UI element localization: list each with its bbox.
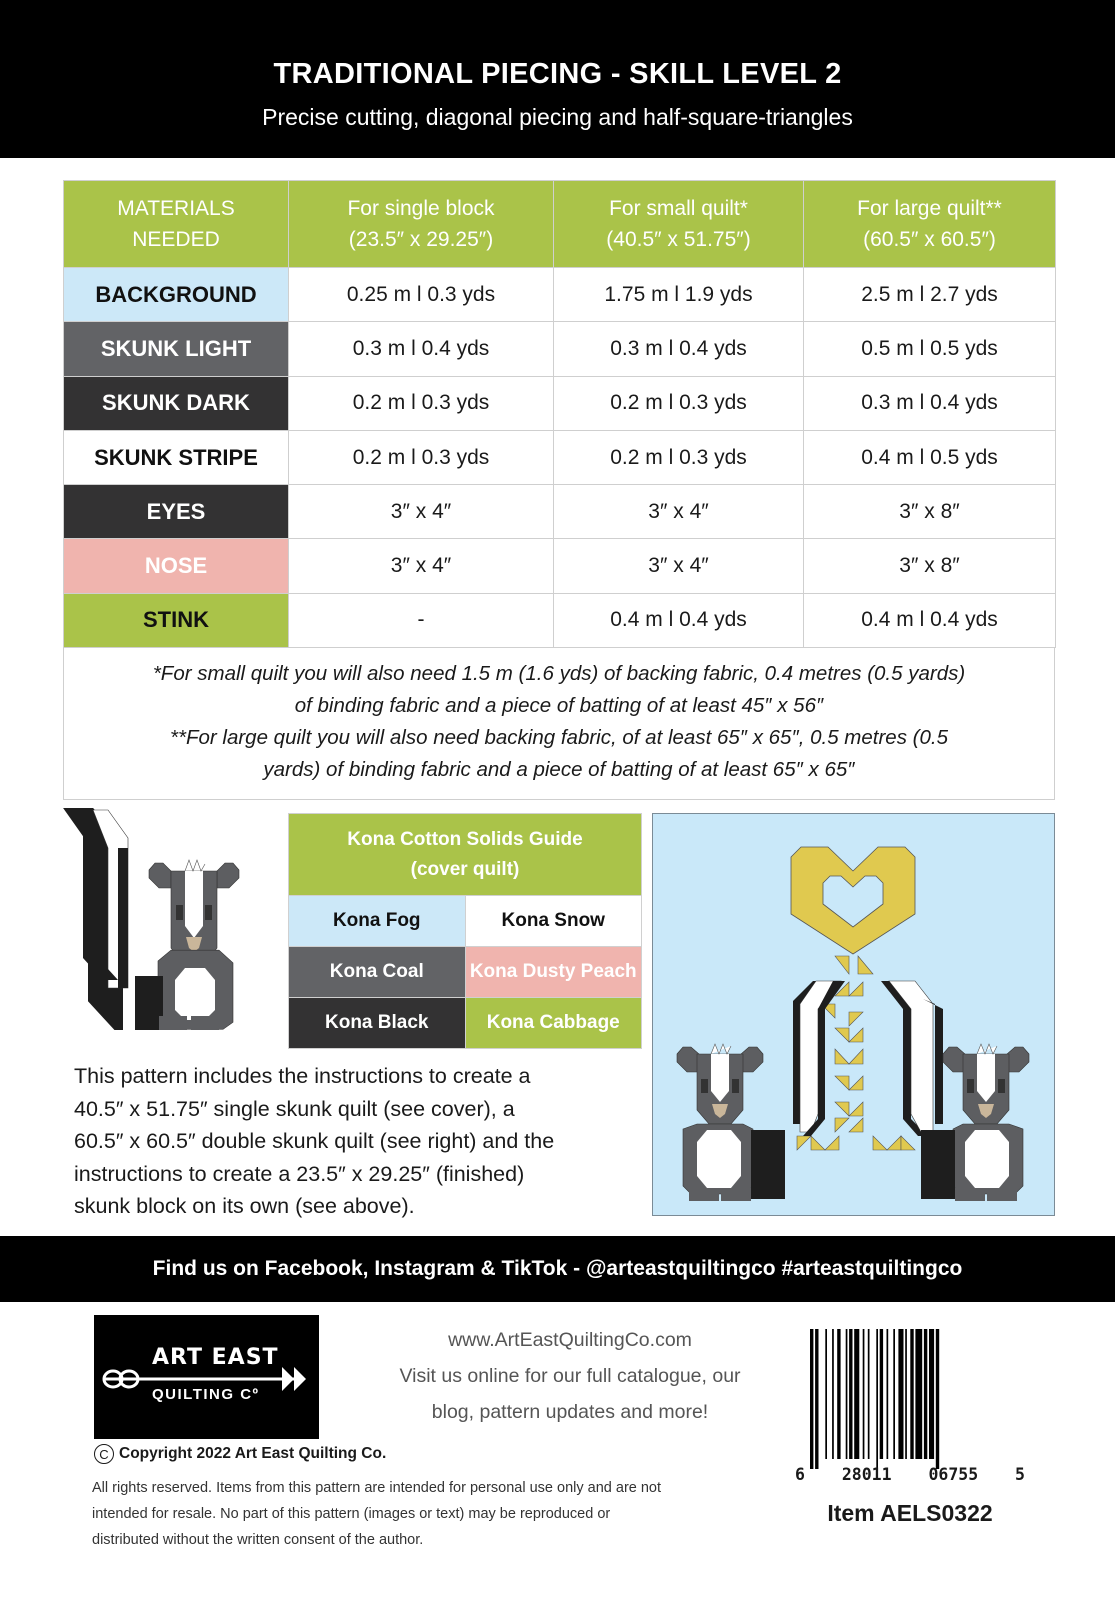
table-row <box>64 485 1056 539</box>
rights-notice <box>92 1475 752 1553</box>
website-info <box>360 1322 780 1430</box>
double-skunk-quilt-image <box>652 813 1055 1216</box>
material-label: BACKGROUND <box>64 268 289 322</box>
barcode-digit: 5 <box>1015 1465 1025 1484</box>
single-block-amount: 0.2 m l 0.3 yds <box>289 430 554 484</box>
column-header-small-quilt: For small quilt* (40.5″ x 51.75″) <box>554 181 804 268</box>
table-row <box>64 322 1056 376</box>
copyright-text: Copyright 2022 Art East Quilting Co. <box>119 1445 387 1462</box>
page-title: TRADITIONAL PIECING - SKILL LEVEL 2 <box>273 58 842 90</box>
large-quilt-amount: 0.5 m l 0.5 yds <box>804 322 1056 376</box>
description-line: 40.5″ x 51.75″ single skunk quilt (see cover), a <box>74 1096 515 1121</box>
small-quilt-note-line1: *For small quilt you will also need 1.5 m (1.6 yds) of backing fabric, 0.4 metres (0.5 yards) <box>152 662 966 685</box>
single-block-amount: 0.3 m l 0.4 yds <box>289 322 554 376</box>
single-block-amount: 0.2 m l 0.3 yds <box>289 376 554 430</box>
material-label: SKUNK DARK <box>64 376 289 430</box>
large-quilt-amount: 2.5 m l 2.7 yds <box>804 268 1056 322</box>
small-quilt-amount: 0.2 m l 0.3 yds <box>554 376 804 430</box>
barcode-digit: 28011 <box>841 1465 892 1484</box>
table-row <box>64 539 1056 593</box>
materials-table <box>63 180 1056 648</box>
large-quilt-amount: 0.3 m l 0.4 yds <box>804 376 1056 430</box>
material-label: STINK <box>64 593 289 647</box>
table-row <box>64 593 1056 647</box>
visit-text: blog, pattern updates and more! <box>431 1401 709 1423</box>
material-label: SKUNK STRIPE <box>64 430 289 484</box>
barcode-digit: 6 <box>795 1465 805 1484</box>
kona-cell-dusty-peach: Kona Dusty Peach <box>465 947 642 998</box>
small-quilt-note-line2: of binding fabric and a piece of batting of at least 45″ x 56″ <box>294 694 824 717</box>
barcode-number <box>795 1465 1025 1484</box>
description-line: 60.5″ x 60.5″ double skunk quilt (see right) and the <box>74 1129 555 1153</box>
material-label: SKUNK LIGHT <box>64 322 289 376</box>
logo-quilting-co: QUILTING Cº <box>152 1386 260 1403</box>
small-quilt-amount: 0.3 m l 0.4 yds <box>554 322 804 376</box>
kona-cell-black: Kona Black <box>289 998 466 1049</box>
description-line: This pattern includes the instructions to create a <box>74 1064 531 1088</box>
double-skunk-quilt-icon <box>653 814 1054 1215</box>
top-banner <box>0 0 1115 158</box>
single-block-amount: 0.25 m l 0.3 yds <box>289 268 554 322</box>
rights-line: distributed without the written consent of the author. <box>92 1532 424 1548</box>
pattern-description <box>74 1060 644 1223</box>
small-quilt-amount: 1.75 m l 1.9 yds <box>554 268 804 322</box>
description-line: instructions to create a 23.5″ x 29.25″ (finished) <box>74 1161 525 1186</box>
small-quilt-amount: 3″ x 4″ <box>554 485 804 539</box>
skunk-block-image <box>63 808 273 1030</box>
skunk-icon <box>63 808 273 1030</box>
large-quilt-note-line1: **For large quilt you will also need backing fabric, of at least 65″ x 65″, 0.5 metres (0.5 <box>170 726 948 749</box>
table-row <box>64 430 1056 484</box>
visit-text: Visit us online for our full catalogue, our <box>399 1365 741 1387</box>
art-east-logo <box>94 1315 319 1439</box>
logo-art-east: ART EAST <box>152 1345 279 1370</box>
table-row <box>64 376 1056 430</box>
single-block-amount: - <box>289 593 554 647</box>
large-quilt-amount: 0.4 m l 0.4 yds <box>804 593 1056 647</box>
kona-guide-title: Kona Cotton Solids Guide (cover quilt) <box>289 814 642 896</box>
copyright <box>94 1444 386 1464</box>
single-block-amount: 3″ x 4″ <box>289 485 554 539</box>
item-code: Item AELS0322 <box>827 1500 993 1526</box>
single-block-amount: 3″ x 4″ <box>289 539 554 593</box>
small-quilt-amount: 0.2 m l 0.3 yds <box>554 430 804 484</box>
materials-header-row <box>64 181 1056 268</box>
copyright-icon: C <box>94 1444 114 1464</box>
barcode-digit: 06755 <box>928 1465 979 1484</box>
rights-line: All rights reserved. Items from this pattern are intended for personal use only and are not <box>92 1480 662 1496</box>
kona-cell-snow: Kona Snow <box>465 896 642 947</box>
page-subtitle: Precise cutting, diagonal piecing and half-square-triangles <box>262 104 853 130</box>
barcode-icon <box>808 1329 1013 1469</box>
infinity-arrow-icon <box>94 1315 319 1439</box>
rights-line: intended for resale. No part of this pattern (images or text) may be reproduced or <box>92 1506 611 1522</box>
material-label: EYES <box>64 485 289 539</box>
kona-cell-fog: Kona Fog <box>289 896 466 947</box>
material-label: NOSE <box>64 539 289 593</box>
kona-cell-coal: Kona Coal <box>289 947 466 998</box>
large-quilt-amount: 3″ x 8″ <box>804 485 1056 539</box>
large-quilt-amount: 0.4 m l 0.5 yds <box>804 430 1056 484</box>
description-line: skunk block on its own (see above). <box>74 1194 415 1218</box>
social-banner: Find us on Facebook, Instagram & TikTok - @arteastquiltingco #arteastquiltingco <box>0 1236 1115 1302</box>
column-header-large-quilt: For large quilt** (60.5″ x 60.5″) <box>804 181 1056 268</box>
website-link[interactable]: www.ArtEastQuiltingCo.com <box>448 1329 692 1351</box>
kona-solids-guide <box>288 813 642 1049</box>
small-quilt-amount: 3″ x 4″ <box>554 539 804 593</box>
column-header-single-block: For single block (23.5″ x 29.25″) <box>289 181 554 268</box>
column-header-materials: MATERIALS NEEDED <box>64 181 289 268</box>
large-quilt-amount: 3″ x 8″ <box>804 539 1056 593</box>
footnotes <box>63 648 1055 800</box>
table-row <box>64 268 1056 322</box>
large-quilt-note-line2: yards) of binding fabric and a piece of batting of at least 65″ x 65″ <box>263 758 855 781</box>
small-quilt-amount: 0.4 m l 0.4 yds <box>554 593 804 647</box>
kona-cell-cabbage: Kona Cabbage <box>465 998 642 1049</box>
